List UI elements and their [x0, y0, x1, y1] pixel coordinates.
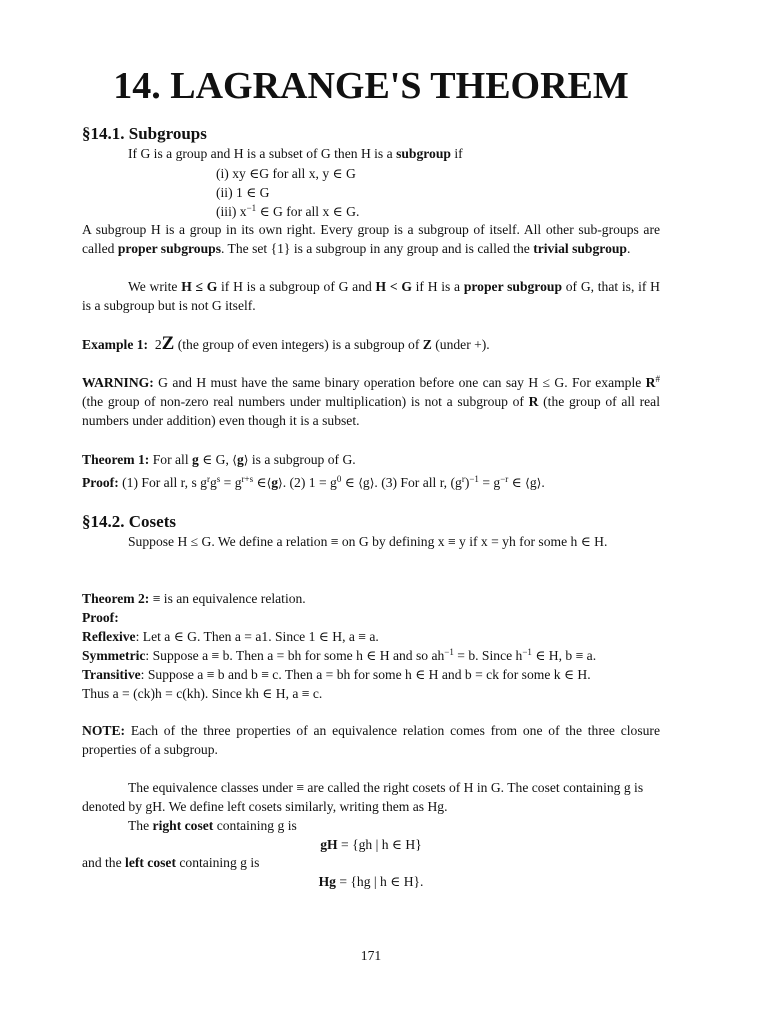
right-coset-line: The right coset containing g is — [128, 818, 297, 833]
symmetric-line: Symmetric: Suppose a ≡ b. Then a = bh for some h ∈ H and so $ah^{-1} = b$. Since $h^{-1}$ ∈ H, b ≡ a. — [82, 647, 597, 663]
notation-paragraph: We write H ≤ G if H is a subgroup of G and H < G if H is a proper subgroup of G, that is, if H is a subgroup but is not G itself. — [82, 279, 660, 313]
condition-3: (iii) $x^{-1}$ ∈ G for all x ∈ G. — [216, 203, 360, 219]
section-heading-subgroups: §14.1. Subgroups — [82, 124, 207, 143]
theorem-1: Theorem 1: For all g ∈ G, ⟨g⟩ is a subgroup of G. — [82, 452, 356, 467]
condition-2: (ii) 1 ∈ G — [216, 185, 270, 200]
reflexive-line: Reflexive: Let a ∈ G. Then a = a1. Since 1 ∈ H, a ≡ a. — [82, 629, 379, 644]
theorem-1-proof: Proof: (1) For all r, s $g^rg^s = g^{r+s}$ ∈⟨g⟩. (2) $1 = g^0$ ∈ ⟨g⟩. (3) For all r, $(g^r)^{-1} = g^{-r}$ ∈ ⟨g⟩. — [82, 474, 545, 490]
proper-subgroups-paragraph: A subgroup H is a group in its own right. Every group is a subgroup of itself. All other sub-groups are called proper subgroups. The set {1} is a subgroup in any group and is called the trivial subgroup. — [82, 222, 660, 256]
section-heading-cosets: §14.2. Cosets — [82, 512, 176, 531]
warning-paragraph: WARNING: G and H must have the same binary operation before one can say H ≤ G. For example R# (the group of non-zero real numbers under multiplication) is not a subgroup of R (the group of all real numbers under addition) even though it is a subset. — [82, 374, 660, 428]
example-1: Example 1: 2Z (the group of even integers) is a subgroup of Z (under +). — [82, 333, 490, 354]
transitive-line: Transitive: Suppose a ≡ b and b ≡ c. Then a = bh for some h ∈ H and b = ck for some k ∈ H. — [82, 667, 591, 682]
condition-1: (i) xy ∈G for all x, y ∈ G — [216, 166, 356, 181]
subgroup-definition: If G is a group and H is a subset of G then H is a subgroup if — [128, 146, 463, 161]
cosets-intro: Suppose H ≤ G. We define a relation ≡ on G by defining x ≡ y if x = yh for some h ∈ H. — [128, 534, 608, 549]
transitive-line-2: Thus a = (ck)h = c(kh). Since kh ∈ H, a ≡ c. — [82, 686, 323, 701]
right-coset-equation: gH = {gh | h ∈ H} — [320, 837, 422, 852]
cosets-paragraph: The equivalence classes under ≡ are called the right cosets of H in G. The coset containing g is denoted by gH. We define left cosets similarly, writing them as Hg. — [82, 780, 644, 814]
left-coset-line: and the left coset containing g is — [82, 855, 260, 870]
theorem-2-proof-label: Proof: — [82, 610, 119, 625]
left-coset-equation: Hg = {hg | h ∈ H}. — [318, 874, 424, 889]
chapter-title: 14. LAGRANGE'S THEOREM — [113, 65, 629, 107]
theorem-2: Theorem 2: ≡ is an equivalence relation. — [82, 591, 306, 606]
note-paragraph: NOTE: Each of the three properties of an equivalence relation comes from one of the three closure properties of a subgroup. — [82, 723, 660, 757]
page-number: 171 — [360, 948, 382, 963]
